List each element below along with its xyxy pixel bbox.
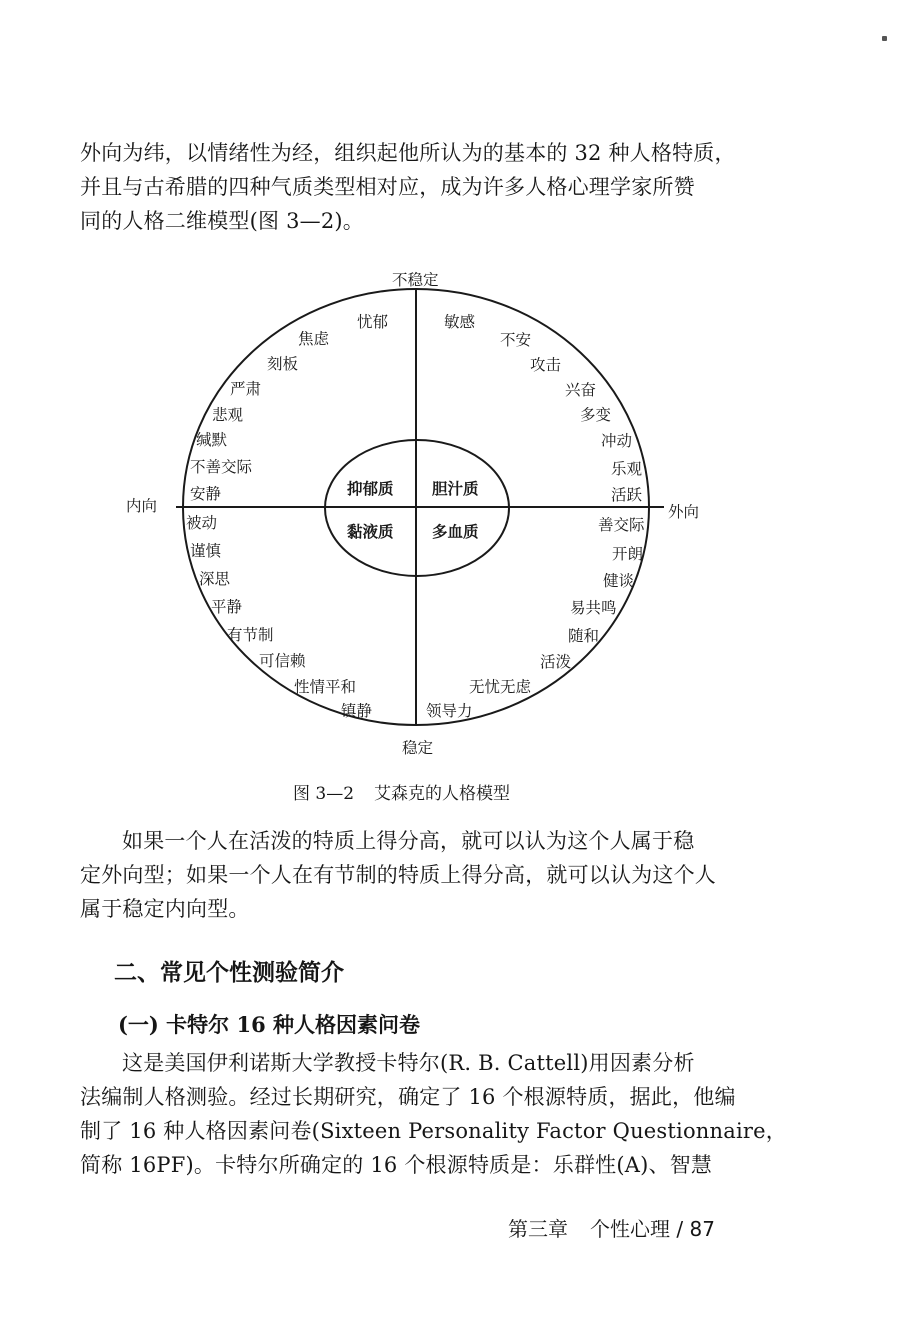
trait-label: 焦虑 xyxy=(298,330,330,348)
text-line: 定外向型；如果一个人在有节制的特质上得分高，就可以认为这个人 xyxy=(80,863,716,887)
figure-title: 艾森克的人格模型 xyxy=(374,784,511,804)
axis-label-top: 不稳定 xyxy=(392,271,439,289)
footer-separator: / xyxy=(676,1217,684,1241)
trait-label: 缄默 xyxy=(196,431,228,449)
trait-label: 刻板 xyxy=(267,355,299,373)
trait-label: 无忧无虑 xyxy=(469,678,532,696)
page-footer xyxy=(508,1213,715,1242)
axis-label-bottom: 稳定 xyxy=(402,739,434,757)
axis-label-left: 内向 xyxy=(126,497,158,515)
text-line: 同的人格二维模型(图 3—2)。 xyxy=(80,209,364,233)
trait-label: 性情平和 xyxy=(294,678,357,696)
trait-label: 严肃 xyxy=(230,380,262,398)
trait-label: 谨慎 xyxy=(190,542,222,560)
text-line: 如果一个人在活泼的特质上得分高，就可以认为这个人属于稳 xyxy=(122,829,695,853)
temperament-sanguine: 多血质 xyxy=(432,523,479,541)
temperament-phlegmatic: 黏液质 xyxy=(347,523,394,541)
trait-label: 活跃 xyxy=(611,486,643,504)
trait-label: 安静 xyxy=(190,485,222,503)
temperament-choleric: 胆汁质 xyxy=(432,480,479,498)
text-line: 法编制人格测验。经过长期研究，确定了 16 个根源特质，据此，他编 xyxy=(80,1085,736,1109)
trait-label: 有节制 xyxy=(227,626,274,644)
trait-label: 健谈 xyxy=(603,572,635,590)
trait-label: 兴奋 xyxy=(565,381,597,399)
temperament-melancholic: 抑郁质 xyxy=(347,480,394,498)
axis-label-right: 外向 xyxy=(668,503,700,521)
footer-title: 个性心理 xyxy=(590,1217,670,1241)
text-line: 制了 16 种人格因素问卷(Sixteen Personality Factor Questionnaire， xyxy=(80,1119,787,1143)
trait-label: 不善交际 xyxy=(190,458,253,476)
trait-label: 忧郁 xyxy=(357,313,389,331)
footer-chapter: 第三章 xyxy=(508,1217,568,1241)
text-line: 这是美国伊利诺斯大学教授卡特尔(R. B. Cattell)用因素分析 xyxy=(122,1051,695,1075)
trait-label: 活泼 xyxy=(540,653,572,671)
trait-label: 冲动 xyxy=(601,432,633,450)
page-number: 87 xyxy=(689,1217,715,1241)
text-line: 属于稳定内向型。 xyxy=(80,897,250,921)
trait-label: 随和 xyxy=(568,627,600,645)
trait-label: 镇静 xyxy=(341,702,373,720)
explanation-paragraph xyxy=(80,824,760,926)
trait-label: 易共鸣 xyxy=(570,599,617,617)
text-line: 简称 16PF)。卡特尔所确定的 16 个根源特质是：乐群性(A)、智慧 xyxy=(80,1153,713,1177)
trait-label: 开朗 xyxy=(612,545,644,563)
figure-caption xyxy=(293,779,510,804)
trait-label: 深思 xyxy=(199,570,231,588)
trait-label: 可信赖 xyxy=(259,652,306,670)
figure-number: 图 3—2 xyxy=(293,784,355,804)
text-line: 外向为纬，以情绪性为经，组织起他所认为的基本的 32 种人格特质， xyxy=(80,141,736,165)
trait-label: 不安 xyxy=(500,331,532,349)
trait-label: 被动 xyxy=(186,514,218,532)
trait-label: 悲观 xyxy=(212,406,244,424)
trait-label: 平静 xyxy=(211,598,243,616)
text-line: 并且与古希腊的四种气质类型相对应，成为许多人格心理学家所赞 xyxy=(80,175,695,199)
trait-label: 敏感 xyxy=(444,313,476,331)
trait-label: 多变 xyxy=(580,406,612,424)
trait-label: 攻击 xyxy=(530,356,562,374)
subsection-heading: (一) 卡特尔 16 种人格因素问卷 xyxy=(118,1012,421,1037)
trait-label: 乐观 xyxy=(611,460,643,478)
trait-label: 善交际 xyxy=(598,516,645,534)
cattell-paragraph xyxy=(80,1046,787,1182)
section-heading: 二、常见个性测验简介 xyxy=(114,959,344,986)
trait-label: 领导力 xyxy=(426,702,473,720)
